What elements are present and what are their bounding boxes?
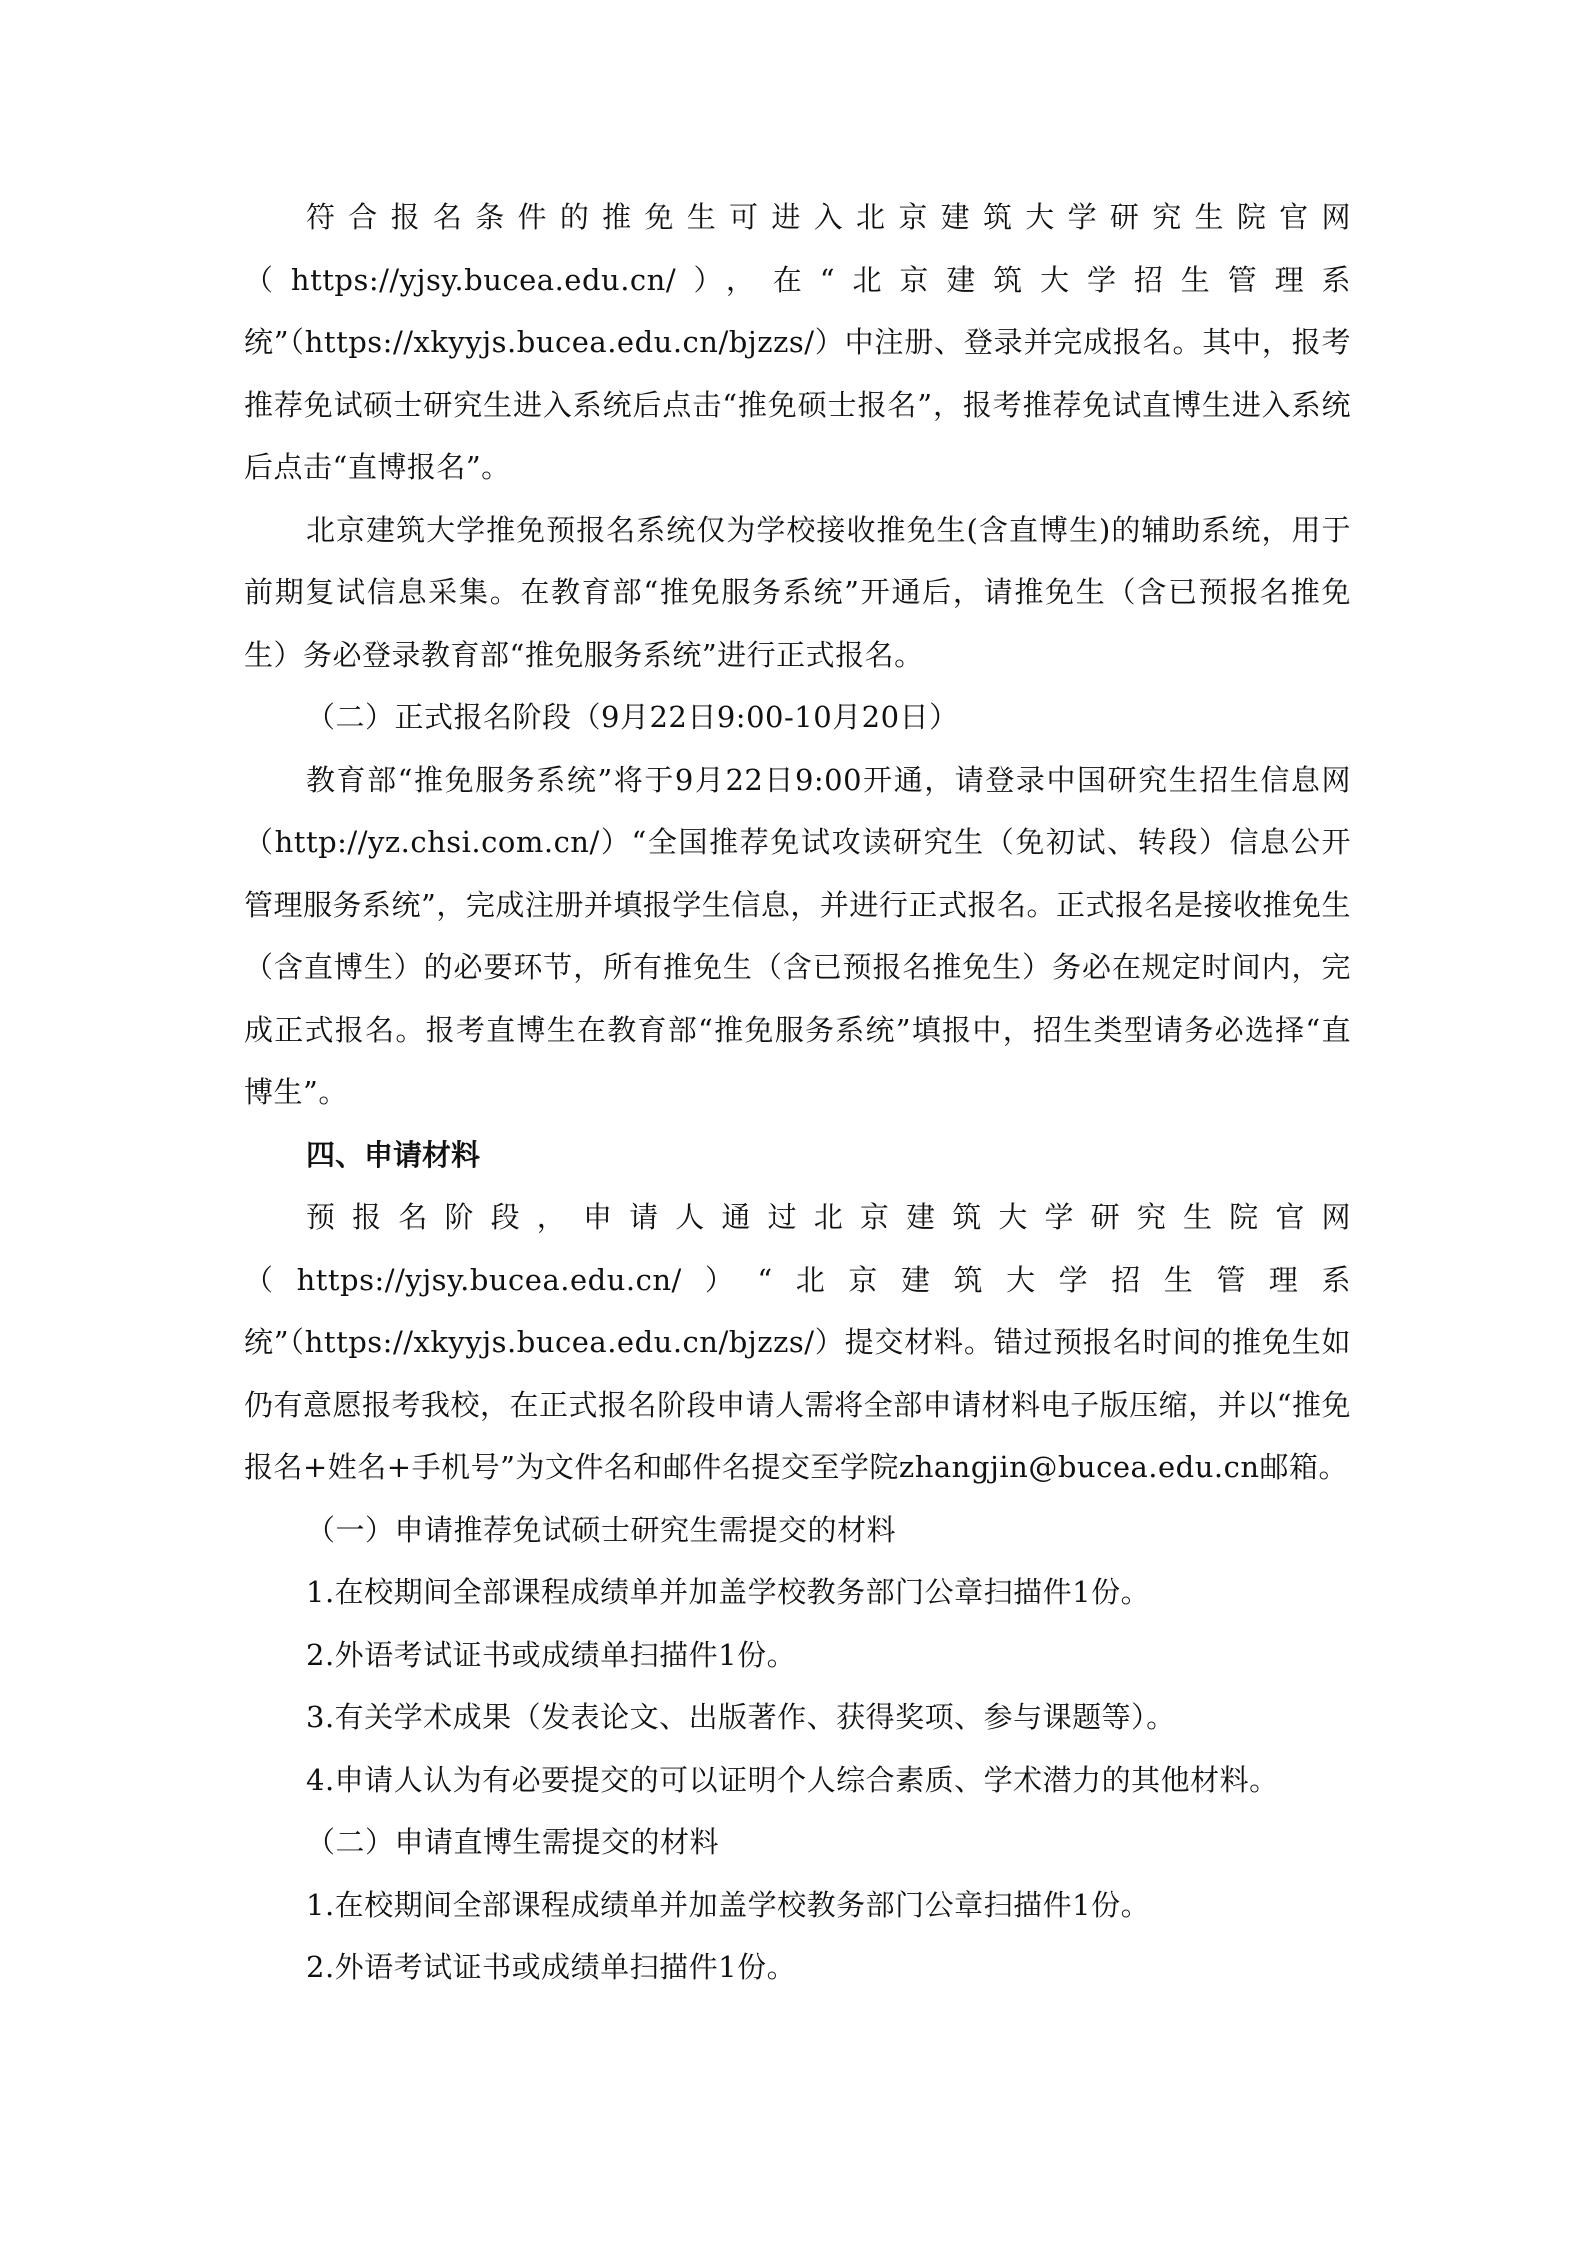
master-material-item: 4.申请人认为有必要提交的可以证明个人综合素质、学术潜力的其他材料。 <box>306 1762 1279 1797</box>
paragraph-formal-registration: 教育部“推免服务系统”将于9月22日9:00开通，请登录中国研究生招生信息网（http://yz.chsi.com.cn/）“全国推荐免试攻读研究生（免初试、转段）信息公开管理服务系统”，完成注册并填报学生信息，并进行正式报名。正式报名是接收推免生（含直博生）的必要环节，所有推免生（含已预报名推免生）务必在规定时间内，完成正式报名。报考直博生在教育部“推免服务系统”填报中，招生类型请务必选择“直博生”。 <box>244 762 1351 1109</box>
paragraph-preregistration-note: 北京建筑大学推免预报名系统仅为学校接收推免生(含直博生)的辅助系统，用于前期复试信息采集。在教育部“推免服务系统”开通后，请推免生（含已预报名推免生）务必登录教育部“推免服务系统”进行正式报名。 <box>244 512 1351 672</box>
document-body <box>244 186 1351 1999</box>
paragraph-materials-submission: 预报名阶段，申请人通过北京建筑大学研究生院官网（https://yjsy.bucea.edu.cn/）“北京建筑大学招生管理系统”（https://xkyyjs.bucea.edu.cn/bjzzs/）提交材料。错过预报名时间的推免生如仍有意愿报考我校，在正式报名阶段申请人需将全部申请材料电子版压缩，并以“推免报名+姓名+手机号”为文件名和邮件名提交至学院zhangjin@bucea.edu.cn邮箱。 <box>244 1200 1351 1484</box>
paragraph-registration-system: 符合报名条件的推免生可进入北京建筑大学研究生院官网（https://yjsy.bucea.edu.cn/），在“北京建筑大学招生管理系统”（https://xkyyjs.bucea.edu.cn/bjzzs/）中注册、登录并完成报名。其中，报考推荐免试硕士研究生进入系统后点击“推免硕士报名”，报考推荐免试直博生进入系统后点击“直博报名”。 <box>244 200 1351 484</box>
master-materials-heading: （一）申请推荐免试硕士研究生需提交的材料 <box>306 1512 897 1547</box>
formal-registration-heading: （二）正式报名阶段（9月22日9:00-10月20日） <box>306 700 959 734</box>
master-material-item: 2.外语考试证书或成绩单扫描件1份。 <box>306 1637 797 1672</box>
master-material-item: 1.在校期间全部课程成绩单并加盖学校教务部门公章扫描件1份。 <box>306 1575 1151 1609</box>
master-material-item: 3.有关学术成果（发表论文、出版著作、获得奖项、参与课题等）。 <box>306 1700 1176 1734</box>
section-heading-application-materials: 四、申请材料 <box>306 1137 481 1172</box>
phd-material-item: 1.在校期间全部课程成绩单并加盖学校教务部门公章扫描件1份。 <box>306 1887 1151 1922</box>
phd-material-item: 2.外语考试证书或成绩单扫描件1份。 <box>306 1950 797 1984</box>
phd-materials-heading: （二）申请直博生需提交的材料 <box>306 1825 720 1859</box>
